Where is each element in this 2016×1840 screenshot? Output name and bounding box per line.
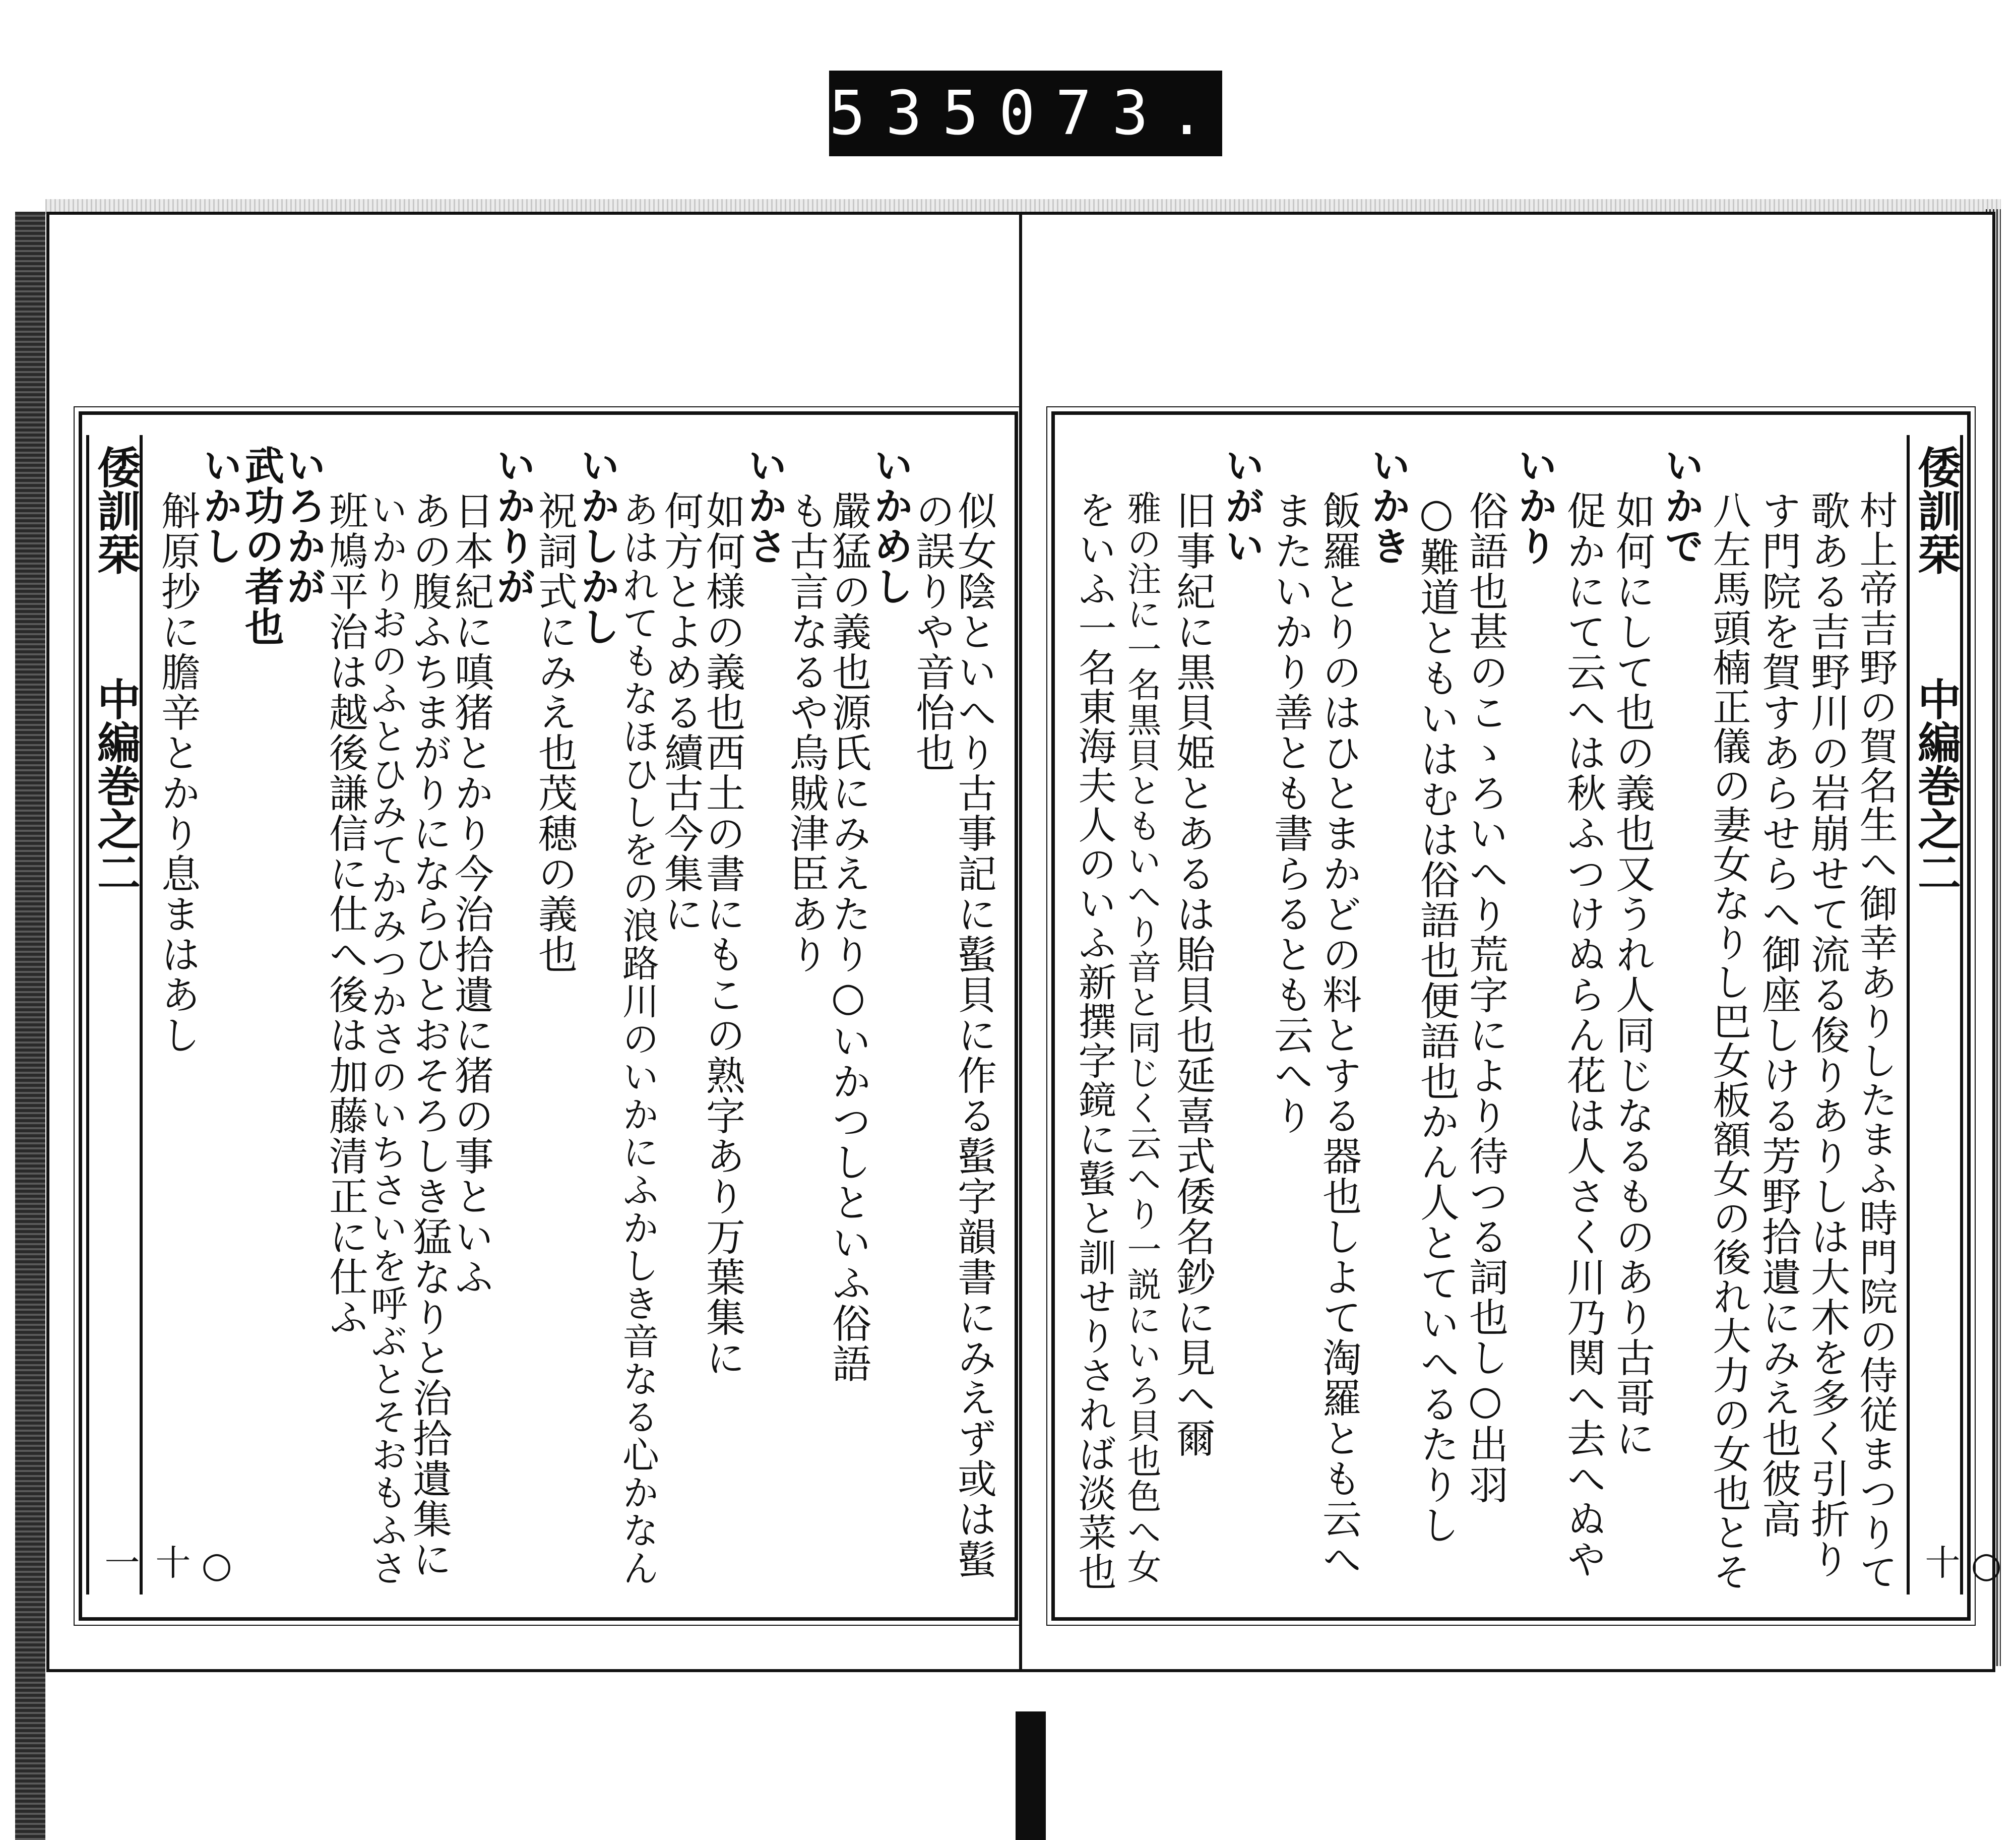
right-side-page-number: ○十 — [1919, 1544, 2007, 1585]
archive-id-label — [829, 71, 1225, 156]
left-side-volume: 中編巻之二 — [90, 677, 141, 894]
left-page-column-13: 日本紀に嗔猪とかり今治拾遺に猪の事といふ — [448, 490, 493, 1297]
right-page-column-8: いかり — [1511, 445, 1557, 566]
right-side-title — [1907, 435, 2007, 1594]
archive-id-left: 535 — [829, 78, 999, 149]
left-page-column-11: 祝詞式にみえ也茂穂の義也 — [532, 490, 577, 974]
right-text-frame — [1051, 411, 2007, 1621]
right-page-column-11: いかき — [1365, 445, 1411, 566]
left-page-column-9: あはれてもなほひしをの浪路川のいかにふかしき音なる心かなん — [616, 490, 659, 1587]
right-page-column-1: 村上帝吉野の賀名生へ御幸ありしたまふ時門院の侍従まつりて — [1853, 490, 1898, 1591]
left-side-page-number: ○十一 — [99, 1544, 237, 1585]
left-page-column-4: 嚴猛の義也源氏にみえたり○いかつしといふ俗語 — [826, 490, 871, 1384]
left-page-column-10: いかしかし — [574, 445, 620, 647]
right-page-column-6: 如何にして也の義也又うれ人同じなるものあり古哥に — [1609, 490, 1655, 1458]
right-page-column-7: 促かにて云へは秋ふつけぬらん花は人さく川乃関へ去へぬや — [1560, 490, 1606, 1579]
book-spread — [15, 199, 2007, 1840]
right-page-column-10: ○難道ともいはむは俗語也便語也かん人とていへるたりし — [1414, 490, 1459, 1545]
left-page-column-8: 何方とよめる續古今集に — [658, 490, 703, 934]
archive-id-right: 073. — [998, 78, 1225, 149]
right-page-column-5: いかで — [1658, 445, 1704, 566]
right-page-column-15: 旧事紀に黒貝姫とあるは貽貝也延喜式倭名鈔に見へ爾 — [1170, 490, 1215, 1458]
right-page-column-12: 飯羅とりのはひとまかどの料とする器也しよて淘羅とも云へ — [1316, 490, 1361, 1579]
right-page-column-17: をいふ一名東海夫人のいふ新撰字鏡に蟚と訓せりされば淡菜也 — [1072, 490, 1117, 1591]
right-page — [1019, 212, 2007, 1672]
left-page-column-18: 武功の者也 — [238, 445, 284, 647]
right-page-column-16: 雅の注に一名黒貝ともいへり音と同じく云へり一説にいろ貝也色へ女 — [1121, 490, 1161, 1584]
right-page-column-9: 俗語也甚のこゝろいへり荒字により待つる詞也し○出羽 — [1463, 490, 1508, 1505]
left-text-frame — [79, 411, 1018, 1621]
left-page-column-1: 似女陰といへり古事記に蟚貝に作る蟚字韻書にみえず或は蟚 — [951, 490, 996, 1579]
right-page-column-14: いがい — [1219, 445, 1265, 566]
right-page-column-4: 八左馬頭楠正儀の妻女なりし巴女板額女の後れ大力の女也とそ — [1707, 490, 1751, 1591]
left-page-column-6: いかさ — [741, 445, 787, 566]
left-page-column-17: いろかが — [280, 445, 326, 606]
left-page — [46, 212, 1025, 1672]
right-page-column-3: す門院を賀すあらせらへ御座しける芳野拾遺にみえ也彼高 — [1755, 490, 1801, 1539]
left-page-column-3: いかめし — [867, 445, 913, 606]
left-page-column-15: いかりおのふとひみてかみつかさのいちさいを呼ぶとそおもふさ — [364, 490, 407, 1587]
left-page-column-14: あの腹ふちまがりにならひとおそろしき猛なりと治拾遺集に — [406, 490, 452, 1579]
binding-gutter — [1016, 1711, 1046, 1840]
left-side-title-text: 倭訓栞 — [90, 445, 141, 575]
left-page-column-20: 斛原抄に膽辛とかり息まはあし — [155, 490, 200, 1055]
right-side-volume: 中編巻之二 — [1910, 677, 1961, 894]
left-page-column-2: の誤りや音怡也 — [909, 490, 955, 773]
left-page-column-5: も古言なるや烏賊津臣あり — [783, 490, 829, 974]
left-page-edges — [15, 212, 45, 1840]
right-page-column-13: またいかり善とも書らるとも云へり — [1268, 490, 1313, 1136]
right-page-column-2: 歌ある吉野川の岩崩せて流る俊りありしは大木を多く引折り — [1804, 490, 1850, 1579]
left-page-column-12: いかりが — [490, 445, 536, 606]
left-page-column-7: 如何様の義也西土の書にもこの熟字あり万葉集に — [700, 490, 745, 1378]
left-page-column-19: いかし — [197, 445, 242, 566]
left-page-column-16: 班鳩平治は越後謙信に仕へ後は加藤清正に仕ふ — [323, 490, 368, 1337]
right-side-title-text: 倭訓栞 — [1910, 445, 1961, 575]
